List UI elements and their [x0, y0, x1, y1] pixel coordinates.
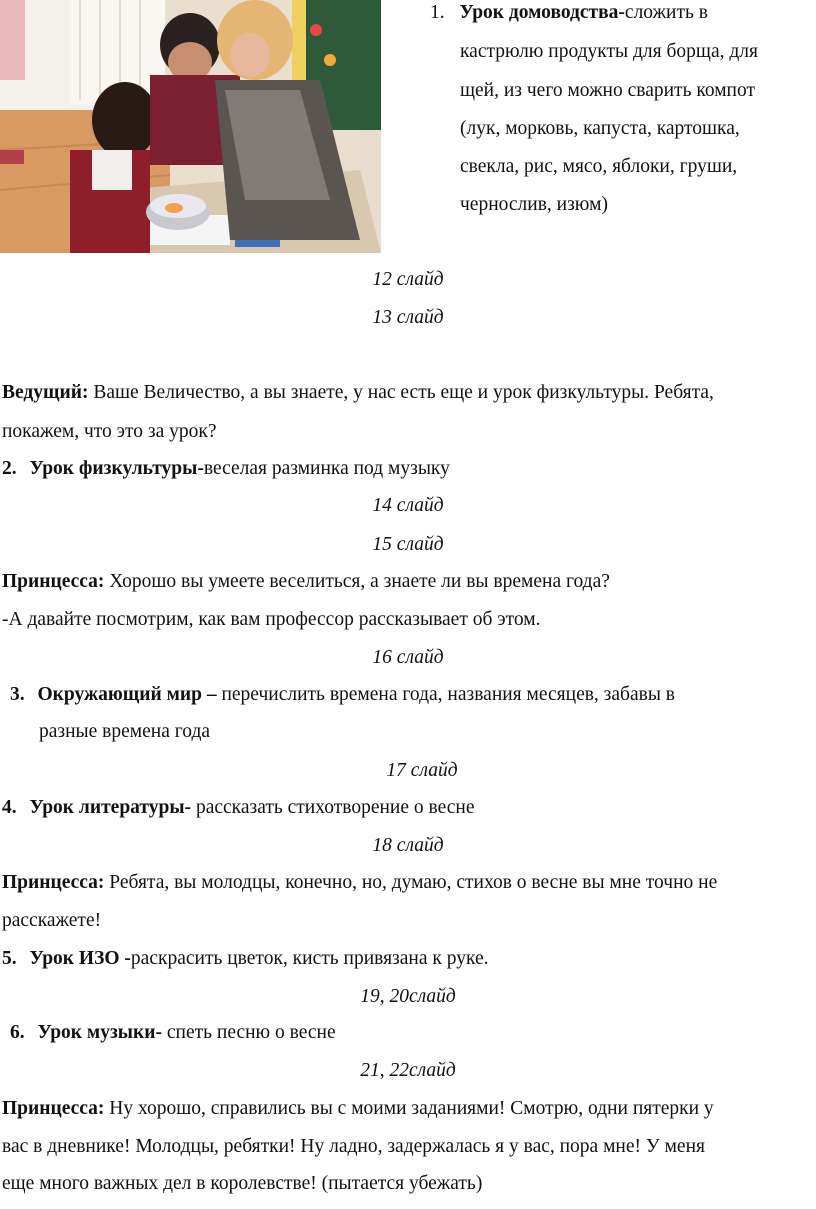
presenter-speaker: Ведущий: — [2, 382, 89, 403]
item4-line — [2, 796, 475, 820]
classroom-photo — [0, 0, 381, 253]
item2-text: веселая разминка под музыку — [203, 458, 450, 479]
item6-title: Урок музыки- — [37, 1022, 162, 1043]
item5-title: Урок ИЗО - — [29, 948, 131, 969]
item1-line-5: свекла, рис, мясо, яблоки, груши, — [460, 156, 738, 177]
item1-line-6: чернослив, изюм) — [460, 194, 608, 215]
item1-line-4: (лук, морковь, капуста, картошка, — [460, 118, 740, 139]
item5-number: 5. — [2, 948, 17, 969]
item6-number: 6. — [10, 1022, 25, 1043]
item1-title: Урок домоводства- — [459, 2, 625, 23]
item4-number: 4. — [2, 797, 17, 818]
slide-label-19-20: 19, 20слайд — [360, 986, 456, 1007]
item3-title: Окружающий мир – — [37, 684, 217, 705]
item3-number: 3. — [10, 684, 25, 705]
presenter-text-1: Ваше Величество, а вы знаете, у нас есть еще и урок физкультуры. Ребята, — [88, 382, 714, 403]
slide-label-15: 15 слайд — [372, 534, 444, 555]
item5-line — [2, 947, 489, 971]
princess1-line-2: -А давайте посмотрим, как вам профессор рассказывает об этом. — [2, 609, 541, 630]
item1-first-line — [430, 1, 708, 25]
princess2-line-1 — [2, 871, 717, 895]
presenter-line-1 — [2, 381, 714, 405]
princess3-line-2: вас в дневнике! Молодцы, ребятки! Ну ладно, задержалась я у вас, пора мне! У меня — [2, 1136, 705, 1157]
item4-title: Урок литературы- — [29, 797, 192, 818]
item6-text: спеть песню о весне — [161, 1022, 336, 1043]
princess3-speaker: Принцесса: — [2, 1098, 105, 1119]
slide-label-13: 13 слайд — [372, 307, 444, 328]
slide-label-18: 18 слайд — [372, 835, 444, 856]
item2-title: Урок физкультуры- — [29, 458, 204, 479]
princess2-text-1: Ребята, вы молодцы, конечно, но, думаю, стихов о весне вы мне точно не — [104, 872, 718, 893]
item6-line — [10, 1021, 336, 1045]
item2-number: 2. — [2, 458, 17, 479]
item1-line-3: щей, из чего можно сварить компот — [460, 80, 755, 101]
princess2-line-2: расскажете! — [2, 910, 102, 931]
item1-line-2: кастрюлю продукты для борща, для — [460, 41, 758, 62]
princess1-line-1 — [2, 570, 610, 594]
item2-line — [2, 457, 450, 481]
slide-label-12: 12 слайд — [372, 269, 444, 290]
item5-text: раскрасить цветок, кисть привязана к руке. — [130, 948, 489, 969]
item1-number: 1. — [430, 2, 445, 23]
slide-label-16: 16 слайд — [372, 647, 444, 668]
princess3-text-1: Ну хорошо, справились вы с моими заданиями! Смотрю, одни пятерки у — [104, 1098, 714, 1119]
item1-line-1: сложить в — [624, 2, 708, 23]
slide-label-17: 17 слайд — [386, 760, 458, 781]
princess1-text-1: Хорошо вы умеете веселиться, а знаете ли вы времена года? — [104, 571, 610, 592]
presenter-line-2: покажем, что это за урок? — [2, 421, 217, 442]
item4-text: рассказать стихотворение о весне — [191, 797, 475, 818]
slide-label-21-22: 21, 22слайд — [360, 1060, 456, 1081]
item3-text: перечислить времена года, названия месяцев, забавы в — [216, 684, 676, 705]
classroom-photo-drawing — [0, 0, 381, 253]
princess3-line-3: еще много важных дел в королевстве! (пытается убежать) — [2, 1173, 483, 1194]
princess2-speaker: Принцесса: — [2, 872, 105, 893]
princess1-speaker: Принцесса: — [2, 571, 105, 592]
slide-label-14: 14 слайд — [372, 495, 444, 516]
item3-line-2: разные времена года — [39, 721, 211, 742]
princess3-line-1 — [2, 1097, 714, 1121]
item3-line-1 — [10, 683, 675, 707]
